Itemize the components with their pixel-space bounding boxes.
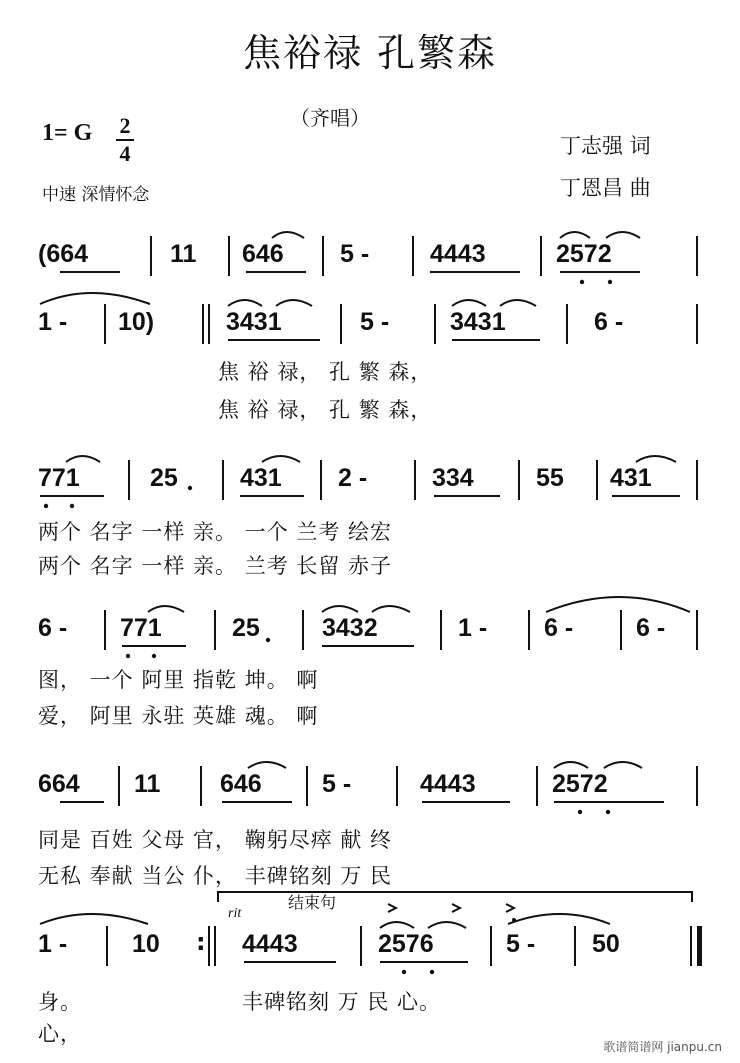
octave-dot <box>578 810 582 814</box>
measure: 3431 <box>226 308 282 336</box>
barline <box>306 766 308 806</box>
measure: 50 <box>592 930 620 958</box>
lyricist-credit: 丁志强 词 <box>560 134 651 158</box>
lyric-verse-1: 同是 百姓 父母 官， 鞠躬尽瘁 献 终 <box>38 828 393 852</box>
slur <box>228 300 262 306</box>
slur <box>606 232 640 238</box>
barline <box>414 460 416 500</box>
lyric-verse-2: 无私 奉献 当公 仆， 丰碑铭刻 万 民 <box>38 864 393 888</box>
measure: 25 <box>150 464 178 492</box>
barline <box>396 766 398 806</box>
repeat-dots: : <box>196 928 206 956</box>
barline <box>412 236 414 276</box>
barline <box>322 236 324 276</box>
measure: 646 <box>242 240 284 268</box>
tempo-marking: 中速 深情怀念 <box>42 185 150 205</box>
barline <box>620 610 622 650</box>
time-signature-top: 2 <box>119 113 131 138</box>
slur <box>636 456 676 462</box>
measure: 11 <box>134 770 161 798</box>
barline <box>540 236 542 276</box>
lyric-verse-2: 两个 名字 一样 亲。 兰考 长留 赤子 <box>38 554 393 578</box>
time-signature-bottom: 4 <box>119 141 131 166</box>
slur <box>40 293 150 304</box>
measure: 6 - <box>38 614 68 642</box>
slur <box>272 232 304 238</box>
slur <box>372 606 410 612</box>
barline <box>434 304 436 344</box>
watermark: 歌谱简谱网 jianpu.cn <box>603 1040 722 1054</box>
barline <box>696 304 698 344</box>
measure: 431 <box>610 464 652 492</box>
octave-dot <box>608 280 612 284</box>
barline <box>200 766 202 806</box>
measure: 1 - <box>38 930 68 958</box>
lyric-verse-2: 爱， 阿里 永驻 英雄 魂。 啊 <box>38 704 319 728</box>
barline <box>104 304 106 344</box>
measure: 11 <box>170 240 197 268</box>
slur <box>604 762 642 768</box>
slur <box>276 300 312 306</box>
measure: 6 - <box>636 614 666 642</box>
slur <box>248 762 286 768</box>
final-barline <box>697 926 702 966</box>
measure: 6 - <box>594 308 624 336</box>
barline <box>566 304 568 344</box>
barline <box>106 926 108 966</box>
measure: 2572 <box>552 770 608 798</box>
slur <box>452 300 486 306</box>
barline <box>214 926 216 966</box>
song-title: 焦裕禄 孔繁森 <box>242 31 498 75</box>
accent-mark <box>452 904 460 912</box>
measure: 334 <box>432 464 474 492</box>
octave-dot <box>402 970 406 974</box>
barline <box>518 460 520 500</box>
time-signature <box>116 114 134 166</box>
octave-dot <box>266 638 270 642</box>
octave-dot <box>126 654 130 658</box>
measure: 55 <box>536 464 564 492</box>
octave-dot <box>188 486 192 490</box>
barline <box>360 926 362 966</box>
barline <box>104 610 106 650</box>
barline <box>490 926 492 966</box>
barline <box>228 236 230 276</box>
octave-dot <box>152 654 156 658</box>
measure: 1 - <box>458 614 488 642</box>
performance-type: （齐唱） <box>290 106 370 130</box>
barline <box>440 610 442 650</box>
lyric-verse-1-ending: 丰碑铭刻 万 民 心。 <box>242 990 442 1014</box>
slur <box>380 922 414 928</box>
accent-mark <box>506 904 514 912</box>
measure: 4443 <box>430 240 486 268</box>
key-signature: 1= G <box>42 120 93 146</box>
measure: 2572 <box>556 240 612 268</box>
slur <box>40 914 148 924</box>
slur <box>546 597 690 612</box>
slur <box>428 922 466 928</box>
octave-dot <box>430 970 434 974</box>
measure: 646 <box>220 770 262 798</box>
slur <box>322 606 358 612</box>
barline <box>596 460 598 500</box>
barline <box>696 610 698 650</box>
lyric-verse-1: 图， 一个 阿里 指乾 坤。 啊 <box>38 668 319 692</box>
measure: 25 <box>232 614 260 642</box>
lyric-verse-1: 焦 裕 禄， 孔 繁 森， <box>218 360 433 384</box>
measure: 5 - <box>322 770 352 798</box>
barline <box>690 926 692 966</box>
slur <box>148 606 184 612</box>
ritardando-marking: rit <box>228 906 242 921</box>
lyric-verse-1: 身。 <box>38 990 82 1014</box>
barline <box>150 236 152 276</box>
accent-mark <box>388 904 396 912</box>
measure: (664 <box>38 240 89 268</box>
slur <box>66 456 100 462</box>
measure: 771 <box>38 464 80 492</box>
slur <box>508 914 610 924</box>
measure: 431 <box>240 464 282 492</box>
octave-dot <box>580 280 584 284</box>
octave-dot <box>44 504 48 508</box>
composer-credit: 丁恩昌 曲 <box>560 176 651 200</box>
measure: 4443 <box>420 770 476 798</box>
measure: 10) <box>118 308 155 336</box>
measure: 5 - <box>360 308 390 336</box>
measure: 771 <box>120 614 162 642</box>
measure: 3432 <box>322 614 378 642</box>
slur <box>554 762 588 768</box>
measure: 664 <box>38 770 80 798</box>
barline <box>128 460 130 500</box>
lyric-verse-2: 焦 裕 禄， 孔 繁 森， <box>218 398 433 422</box>
measure: 5 - <box>340 240 370 268</box>
measure: 5 - <box>506 930 536 958</box>
measure: 2 - <box>338 464 368 492</box>
measure: 10 <box>132 930 160 958</box>
lyric-verse-2: 心， <box>38 1022 82 1046</box>
ending-label: 结束句 <box>288 893 337 912</box>
measure: 2576 <box>378 930 434 958</box>
barline <box>340 304 342 344</box>
measure: 1 - <box>38 308 68 336</box>
barline <box>574 926 576 966</box>
barline <box>118 766 120 806</box>
barline <box>528 610 530 650</box>
barline <box>696 766 698 806</box>
fermata-dot <box>512 918 516 922</box>
barline <box>536 766 538 806</box>
octave-dot <box>606 810 610 814</box>
measure: 3431 <box>450 308 506 336</box>
measure: 6 - <box>544 614 574 642</box>
barline <box>202 304 204 344</box>
barline <box>320 460 322 500</box>
measure: 4443 <box>242 930 298 958</box>
lyric-verse-1: 两个 名字 一样 亲。 一个 兰考 绘宏 <box>38 520 393 544</box>
octave-dot <box>70 504 74 508</box>
slur <box>560 232 590 238</box>
barline <box>208 926 210 966</box>
barline <box>222 460 224 500</box>
slur <box>262 456 300 462</box>
barline <box>302 610 304 650</box>
barline <box>696 236 698 276</box>
barline <box>208 304 210 344</box>
barline <box>696 460 698 500</box>
barline <box>214 610 216 650</box>
slur <box>500 300 536 306</box>
